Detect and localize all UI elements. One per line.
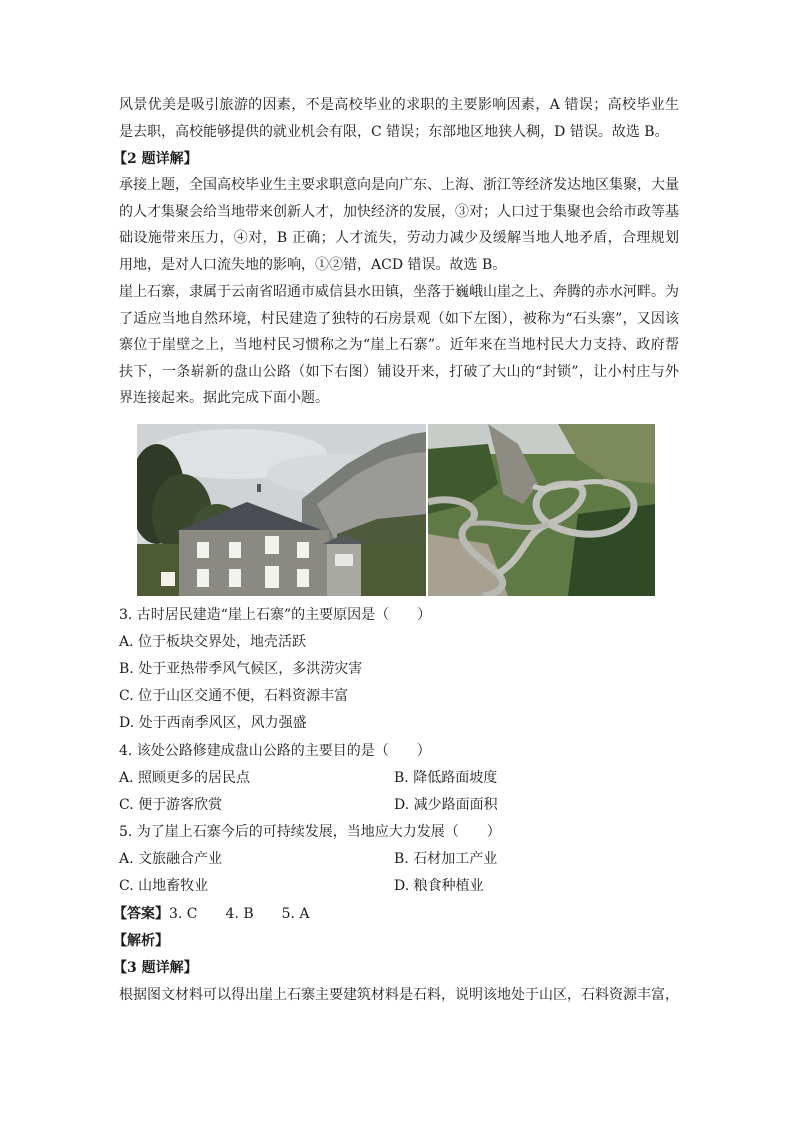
answer-label: 【答案】 <box>113 906 169 922</box>
answer-line <box>113 901 310 927</box>
question-4-option-d: D. 减少路面面积 <box>394 797 498 813</box>
analysis-heading: 【解析】 <box>113 933 169 949</box>
stone-house-photo <box>137 424 426 596</box>
winding-mountain-road-photo <box>428 424 655 596</box>
question-3-option-a: A. 位于板块交界处，地壳活跃 <box>119 634 307 650</box>
question-5-option-c: C. 山地畜牧业 <box>119 878 209 894</box>
paragraph-q2-explanation: 承接上题，全国高校毕业生主要求职意向是向广东、上海、浙江等经济发达地区集聚，大量的人才集聚会给当地带来创新人才，加快经济的发展，③对；人口过于集聚也会给市政等基础设施带来压力，④对，B 正确；人才流失，劳动力减少及缓解当地人地矛盾，合理规划用地，是对人口流失地的影响，①②错，ACD 错误。故选 B。 <box>119 177 679 273</box>
question-4-option-c: C. 便于游客欣赏 <box>119 797 223 813</box>
heading-q3-detail: 【3 题详解】 <box>113 960 198 976</box>
question-4-option-b: B. 降低路面坡度 <box>394 770 498 786</box>
paragraph-q3-explanation: 根据图文材料可以得出崖上石寨主要建筑材料是石料，说明该地处于山区，石料资源丰富， <box>119 987 679 1003</box>
question-4-stem: 4. 该处公路修建成盘山公路的主要目的是（ ） <box>119 743 431 759</box>
answer-value: 3. C 4. B 5. A <box>169 906 310 922</box>
question-4-option-a: A. 照顾更多的居民点 <box>119 770 251 786</box>
question-3-option-c: C. 位于山区交通不便，石料资源丰富 <box>119 688 349 704</box>
question-3-option-b: B. 处于亚热带季风气候区，多洪涝灾害 <box>119 661 363 677</box>
question-5-stem: 5. 为了崖上石寨今后的可持续发展，当地应大力发展（ ） <box>119 824 501 840</box>
paragraph-q1-explanation: 风景优美是吸引旅游的因素，不是高校毕业的求职的主要影响因素，A 错误；高校毕业生是去职，高校能够提供的就业机会有限，C 错误；东部地区地狭人稠，D 错误。故选 B。 <box>119 97 679 140</box>
question-5-option-d: D. 粮食种植业 <box>394 878 484 894</box>
question-5-option-a: A. 文旅融合产业 <box>119 851 223 867</box>
question-3-stem: 3. 古时居民建造“崖上石寨”的主要原因是（ ） <box>119 607 432 623</box>
paragraph-material: 崖上石寨，隶属于云南省昭通市威信县水田镇，坐落于巍峨山崖之上、奔腾的赤水河畔。为了适应当地自然环境，村民建造了独特的石房景观（如下左图），被称为“石头寨”，又因该寨位于崖壁之上，当地村民习惯称之为“崖上石寨”。近年来在当地村民大力支持、政府帮扶下，一条崭新的盘山公路（如下右图）铺设开来，打破了大山的“封锁”，让小村庄与外界连接起来。据此完成下面小题。 <box>119 284 679 406</box>
heading-q2-detail: 【2 题详解】 <box>113 151 198 167</box>
question-5-option-b: B. 石材加工产业 <box>394 851 498 867</box>
question-3-option-d: D. 处于西南季风区，风力强盛 <box>119 715 307 731</box>
